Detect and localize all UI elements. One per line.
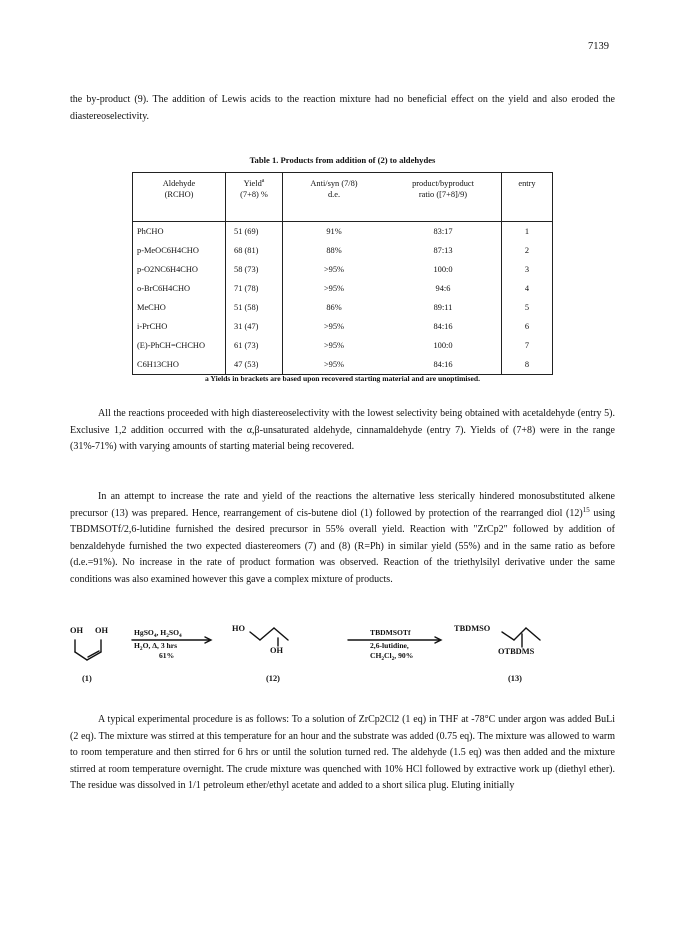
table-row: [133, 355, 553, 375]
cell-de: >95%: [323, 341, 345, 350]
cell-ratio: 100:0: [385, 260, 502, 279]
cell-entry: 8: [524, 360, 530, 369]
cell-ratio: 100:0: [385, 336, 502, 355]
table-row: [133, 241, 553, 260]
step2-base: 2,6-lutidine,: [370, 641, 409, 650]
table-row: [133, 279, 553, 298]
cell-entry: 6: [524, 322, 530, 331]
cell-de: >95%: [323, 322, 345, 331]
header-aldehyde: Aldehyde (RCHO): [133, 173, 226, 222]
cmpd13-otbdms: OTBDMS: [498, 647, 535, 656]
cell-aldehyde: (E)-PhCH=CHCHO: [133, 336, 226, 355]
header-yield: Yield$^a$ (7+8) %: [226, 173, 283, 222]
step2-reagent: TBDMSOTf: [370, 628, 411, 637]
table-header-row: [133, 173, 553, 222]
cell-yield: 51 (69): [226, 222, 283, 242]
cell-entry: 1: [524, 227, 530, 236]
cmpd1-oh-right: OH: [95, 626, 109, 635]
cell-aldehyde: p-O2NC6H4CHO: [133, 260, 226, 279]
table-row: [133, 336, 553, 355]
table-footnote: a Yields in brackets are based upon recovered starting material and are unoptimised.: [205, 374, 480, 383]
step1-reagents: HgSO$_4$, $H_2SO_4$: [134, 628, 182, 639]
cell-yield: 31 (47): [226, 317, 283, 336]
cell-yield: 47 (53): [226, 355, 283, 375]
cell-entry: 7: [524, 341, 530, 350]
cmpd1-label: (1): [82, 674, 92, 683]
cell-de: 88%: [326, 246, 342, 255]
paragraph-1: the by-product (9). The addition of Lewis acids to the reaction mixture had no beneficial effect on the yield and also eroded the diastereoselectivity.: [70, 94, 615, 122]
table-row: [133, 260, 553, 279]
cmpd12-oh: OH: [270, 646, 284, 655]
cell-de: 91%: [326, 227, 342, 236]
cmpd13-label: (13): [508, 674, 522, 683]
cell-aldehyde: i-PrCHO: [133, 317, 226, 336]
step1-conditions: $H_2O$, Δ, 3 hrs: [134, 641, 178, 652]
cell-ratio: 84:16: [385, 355, 502, 375]
cell-ratio: 87:13: [385, 241, 502, 260]
header-entry: entry: [502, 173, 553, 222]
cell-yield: 71 (78): [226, 279, 283, 298]
cell-aldehyde: C6H13CHO: [133, 355, 226, 375]
cmpd1-oh-left: OH: [70, 626, 84, 635]
cell-yield: 51 (58): [226, 298, 283, 317]
cell-entry: 4: [524, 284, 530, 293]
step1-yield: 61%: [159, 651, 175, 660]
cell-entry: 3: [524, 265, 530, 274]
reaction-scheme: [70, 620, 615, 690]
cell-yield: 58 (73): [226, 260, 283, 279]
cell-aldehyde: PhCHO: [133, 222, 226, 242]
paragraph-3: In an attempt to increase the rate and yield of the reactions the alternative less sterically hindered monosubstituted alkene precursor (13) was prepared. Hence, rearrangement of cis-butene diol (1) followed by protection of the rearranged diol $(12)^{15}$ using TBDMSOTf/2,6-lutidine furnished the desired precursor in 55% overall yield. Reaction with "ZrCp2" followed by addition of benzaldehyde furnished the two expected diastereomers (7) and (8) (R=Ph) in similar yield (55%) and in the same ratio as before (d.e.=91%). No increase in the rate of product formation was observed. Reaction of the triethylsilyl derivative under the same conditions was also examined however this gave a complex mixture of products.: [70, 491, 615, 585]
cell-de: 86%: [326, 303, 342, 312]
cell-ratio: 84:16: [385, 317, 502, 336]
cmpd12-ho: HO: [232, 624, 246, 633]
cell-entry: 2: [524, 246, 530, 255]
cell-entry: 5: [524, 303, 530, 312]
table-row: [133, 298, 553, 317]
cell-de: >95%: [323, 265, 345, 274]
cell-de: >95%: [323, 360, 345, 369]
cell-de: >95%: [323, 284, 345, 293]
cell-yield: 61 (73): [226, 336, 283, 355]
cell-aldehyde: MeCHO: [133, 298, 226, 317]
cell-ratio: 89:11: [385, 298, 502, 317]
cell-aldehyde: p-MeOC6H4CHO: [133, 241, 226, 260]
products-table: [132, 172, 553, 375]
cell-ratio: 94:6: [385, 279, 502, 298]
header-antisyn: Anti/syn (7/8) d.e.: [283, 173, 386, 222]
table-row: [133, 317, 553, 336]
table-caption: Table 1. Products from addition of (2) to aldehydes: [249, 155, 436, 165]
cell-aldehyde: o-BrC6H4CHO: [133, 279, 226, 298]
header-ratio: product/byproduct ratio ([7+8]/9): [385, 173, 502, 222]
cmpd13-tbdmso: TBDMSO: [454, 624, 491, 633]
page-number: 7139: [588, 41, 609, 52]
table-row: [133, 222, 553, 242]
paragraph-4: A typical experimental procedure is as follows: To a solution of ZrCp2Cl2 (1 eq) in THF at -78°C under argon was added BuLi (2 eq). The mixture was stirred at this temperature for an hour and the substrate was added (0.75 eq). The mixture was allowed to warm to room temperature and then stirred for 6 hrs or until the solution turned red. The aldehyde (1.5 eq) was then added and the mixture stirred at room temperature overnight. The crude mixture was quenched with 10% HCl followed by extractive work up (diethyl ether). The residue was dissolved in 1/1 petroleum ether/ethyl acetate and added to a short silica plug. Eluting initially: [70, 714, 615, 792]
cell-yield: 68 (81): [226, 241, 283, 260]
cell-ratio: 83:17: [385, 222, 502, 242]
paragraph-2: All the reactions proceeded with high diastereoselectivity with the lowest selectivity being obtained with acetaldehyde (entry 5). Exclusive 1,2 addition occurred with the α,β-unsaturated aldehyde, cinnamaldehyde (entry 7). Yields of (7+8) were in the range (31%-71%) with varying amounts of starting material being recovered.: [70, 408, 615, 453]
cmpd12-label: (12): [266, 674, 280, 683]
step2-solvent: $CH_2Cl_2$, 90%: [370, 651, 414, 662]
